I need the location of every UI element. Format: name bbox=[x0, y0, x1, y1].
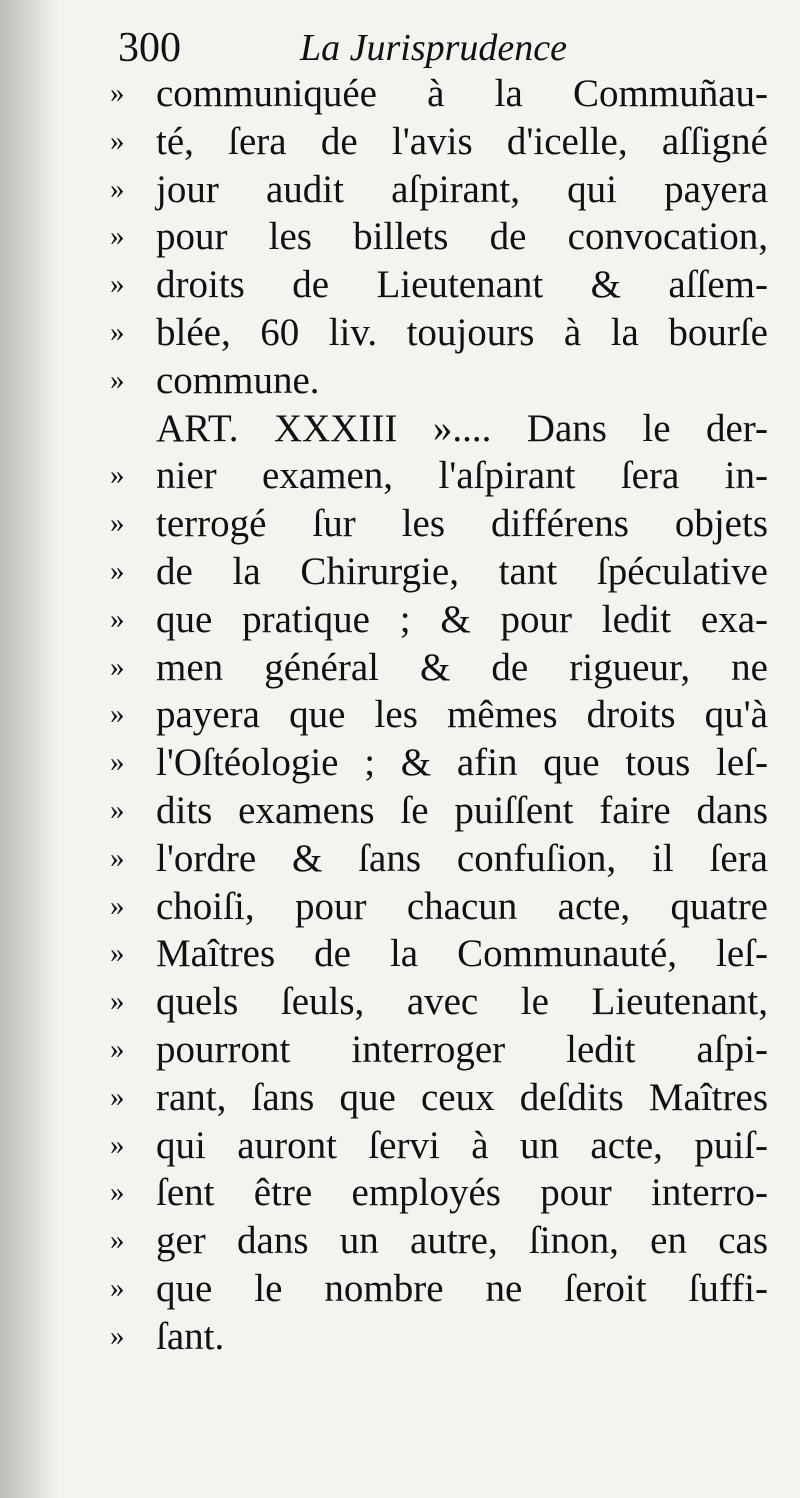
quote-mark: » bbox=[110, 1319, 125, 1352]
line-text: commune. bbox=[156, 358, 320, 402]
quote-mark: » bbox=[110, 554, 125, 587]
quote-mark: » bbox=[110, 650, 125, 683]
line-text: que pratique ; & pour ledit exa- bbox=[156, 597, 768, 641]
quote-mark: » bbox=[110, 172, 125, 205]
text-line bbox=[110, 1169, 780, 1217]
text-line bbox=[110, 70, 780, 118]
quote-mark: » bbox=[110, 985, 125, 1018]
text-line bbox=[110, 644, 780, 692]
line-text: ger dans un autre, ſinon, en cas bbox=[156, 1219, 768, 1263]
quote-mark: » bbox=[110, 124, 125, 157]
text-line bbox=[110, 118, 780, 166]
text-line bbox=[110, 357, 780, 405]
text-line bbox=[110, 1265, 780, 1313]
quote-mark: » bbox=[110, 889, 125, 922]
quote-mark: » bbox=[110, 1176, 125, 1209]
line-text: Maîtres de la Communauté, leſ- bbox=[156, 932, 768, 976]
text-line bbox=[110, 691, 780, 739]
line-text: jour audit aſpirant, qui payera bbox=[156, 167, 768, 211]
line-text: nier examen, l'aſpirant ſera in- bbox=[156, 454, 768, 498]
text-line bbox=[110, 213, 780, 261]
quote-mark: » bbox=[110, 937, 125, 970]
text-line bbox=[110, 500, 780, 548]
text-line bbox=[110, 787, 780, 835]
text-line bbox=[110, 978, 780, 1026]
text-line bbox=[110, 166, 780, 214]
text-line bbox=[110, 1122, 780, 1170]
line-text: blée, 60 liv. toujours à la bourſe bbox=[156, 310, 768, 354]
quote-mark: » bbox=[110, 1080, 125, 1113]
quote-mark: » bbox=[110, 363, 125, 396]
quote-mark: » bbox=[110, 746, 125, 779]
line-text: qui auront ſervi à un acte, puiſ- bbox=[156, 1123, 768, 1167]
running-title: La Jurisprudence bbox=[300, 27, 568, 69]
quote-mark: » bbox=[110, 841, 125, 874]
quote-mark: » bbox=[110, 459, 125, 492]
line-text: droits de Lieutenant & aſſem- bbox=[156, 263, 768, 307]
text-line bbox=[110, 1026, 780, 1074]
quote-mark: » bbox=[110, 793, 125, 826]
line-text: té, ſera de l'avis d'icelle, aſſigné bbox=[156, 119, 768, 163]
line-text: ſant. bbox=[156, 1314, 225, 1358]
quote-mark: » bbox=[110, 1271, 125, 1304]
text-line bbox=[110, 883, 780, 931]
quote-mark: » bbox=[110, 698, 125, 731]
line-text: communiquée à la Commuñau- bbox=[156, 72, 768, 115]
quote-mark: » bbox=[110, 77, 125, 109]
article-heading-line bbox=[110, 405, 780, 453]
quote-mark: » bbox=[110, 268, 125, 301]
page-number: 300 bbox=[118, 25, 181, 71]
quote-mark: » bbox=[110, 507, 125, 540]
text-line bbox=[110, 261, 780, 309]
text-line bbox=[110, 452, 780, 500]
text-line bbox=[110, 596, 780, 644]
quote-mark: » bbox=[110, 315, 125, 348]
line-text: pourront interroger ledit aſpi- bbox=[156, 1027, 768, 1071]
line-text: dits examens ſe puiſſent faire dans bbox=[156, 788, 768, 832]
text-line bbox=[110, 1313, 780, 1361]
line-text: choiſi, pour chacun acte, quatre bbox=[156, 884, 768, 928]
line-text: l'Oſtéologie ; & afin que tous leſ- bbox=[156, 741, 768, 785]
text-line bbox=[110, 835, 780, 883]
line-text: pour les billets de convocation, bbox=[156, 215, 768, 259]
line-text: que le nombre ne ſeroit ſuffi- bbox=[156, 1266, 768, 1310]
text-line bbox=[110, 548, 780, 596]
line-text: ART. XXXIII ».... Dans le der- bbox=[156, 406, 768, 450]
text-line bbox=[110, 1217, 780, 1265]
quote-mark: » bbox=[110, 1032, 125, 1065]
line-text: rant, ſans que ceux deſdits Maîtres bbox=[156, 1075, 768, 1119]
quote-mark: » bbox=[110, 1128, 125, 1161]
line-text: quels ſeuls, avec le Lieutenant, bbox=[156, 980, 768, 1024]
line-text: ſent être employés pour interro- bbox=[156, 1171, 768, 1215]
quote-mark: » bbox=[110, 602, 125, 635]
quote-mark: » bbox=[110, 220, 125, 253]
text-line bbox=[110, 1074, 780, 1122]
page-header bbox=[118, 22, 638, 74]
gutter-shadow bbox=[0, 0, 60, 1498]
line-text: de la Chirurgie, tant ſpéculative bbox=[156, 549, 768, 593]
line-text: terrogé ſur les différens objets bbox=[156, 502, 768, 546]
line-text: l'ordre & ſans confuſion, il ſera bbox=[156, 836, 768, 880]
line-text: men général & de rigueur, ne bbox=[156, 645, 768, 689]
quote-mark: » bbox=[110, 1224, 125, 1257]
text-line bbox=[110, 739, 780, 787]
line-text: payera que les mêmes droits qu'à bbox=[156, 693, 768, 737]
text-line bbox=[110, 930, 780, 978]
text-line bbox=[110, 309, 780, 357]
body-text bbox=[110, 70, 780, 1361]
